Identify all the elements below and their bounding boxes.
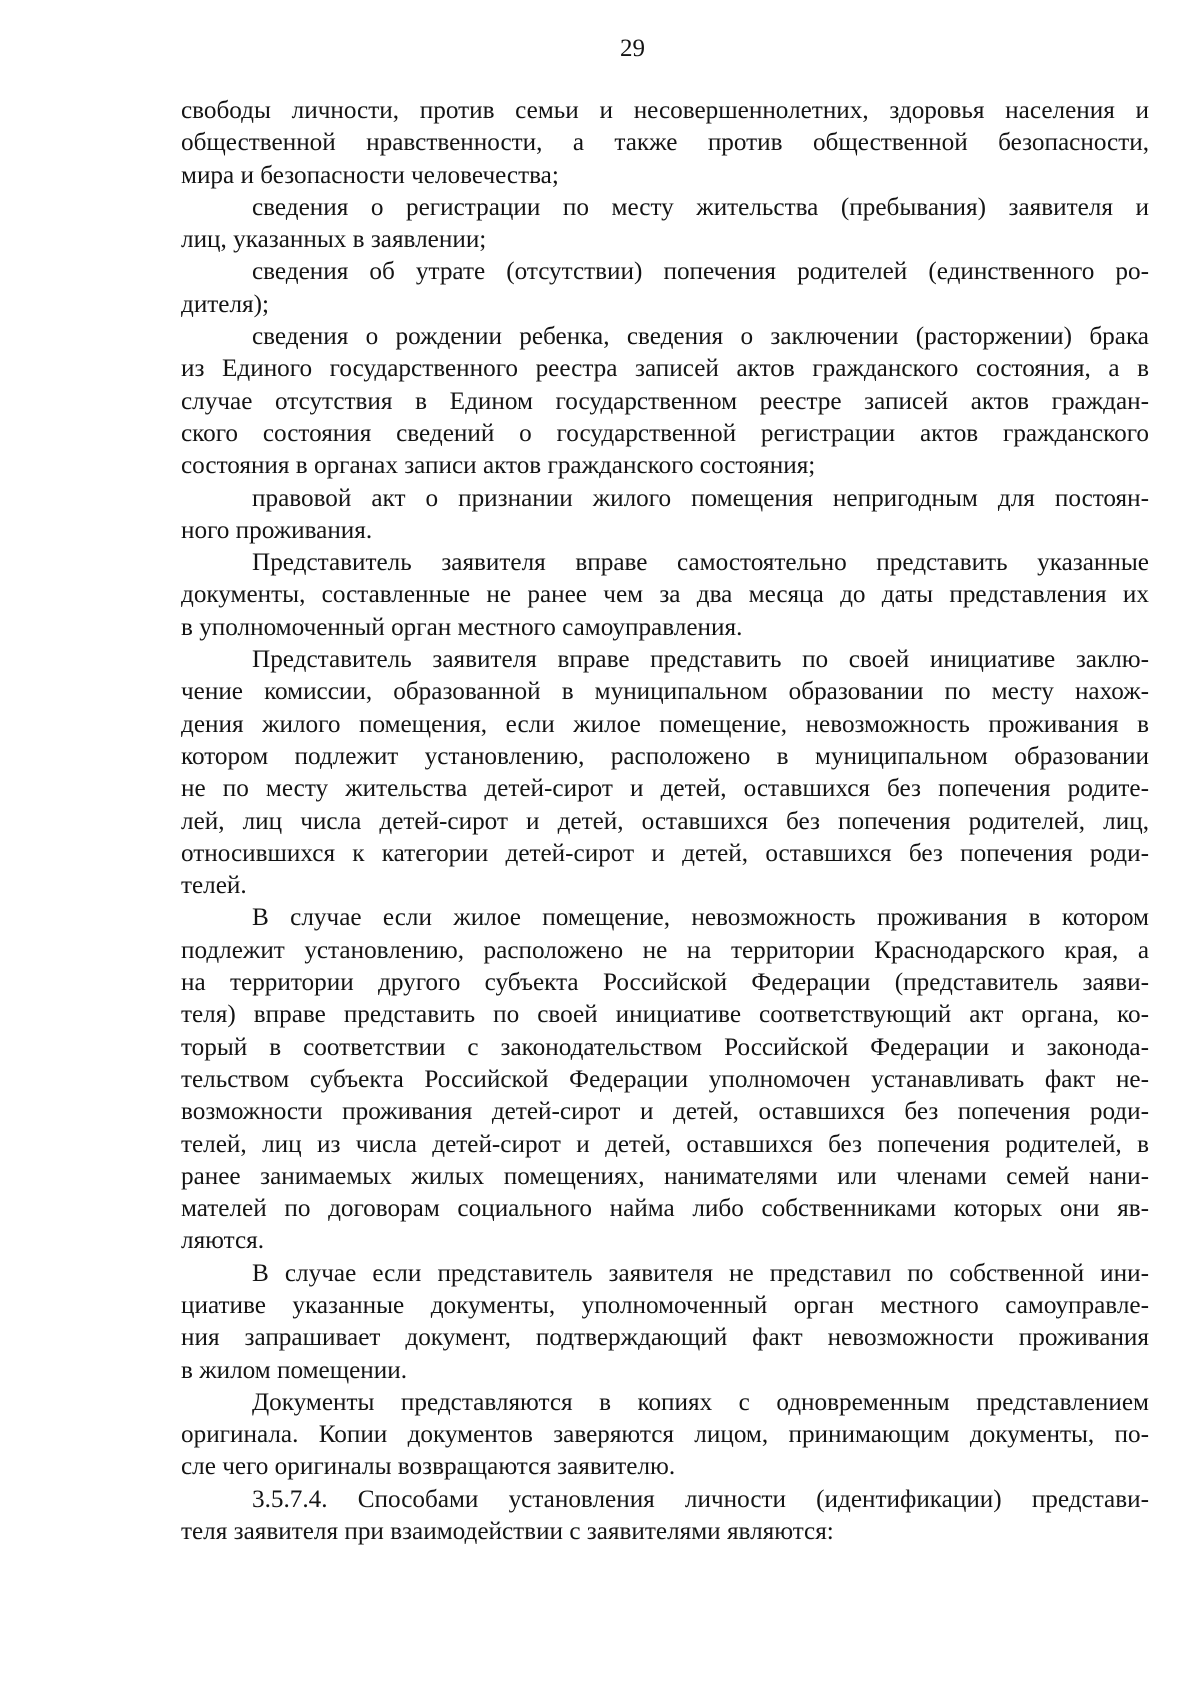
text-line: теля заявителя при взаимодействии с заявителями являются: — [181, 1518, 834, 1546]
document-body — [181, 95, 1149, 1548]
text-line: подлежит установлению, расположено не на территории Краснодарского края, а — [181, 936, 1149, 964]
text-line: из Единого государственного реестра записей актов гражданского состояния, а в — [181, 355, 1149, 383]
text-line: ранее занимаемых жилых помещениях, нанимателями или членами семей нани- — [181, 1162, 1149, 1190]
text-line: ского состояния сведений о государственной регистрации актов гражданского — [181, 419, 1149, 447]
text-line: правовой акт о признании жилого помещения непригодным для постоян- — [252, 484, 1149, 512]
text-line: телей, лиц из числа детей-сирот и детей, оставшихся без попечения родителей, в — [181, 1130, 1149, 1158]
text-line: на территории другого субъекта Российской Федерации (представитель заяви- — [181, 969, 1149, 997]
text-line: в уполномоченный орган местного самоуправления. — [181, 613, 743, 641]
text-line: мателей по договорам социального найма либо собственниками которых они яв- — [181, 1195, 1149, 1223]
text-line: в жилом помещении. — [181, 1356, 408, 1384]
text-line: свободы личности, против семьи и несовершеннолетних, здоровья населения и — [181, 97, 1149, 124]
text-line: В случае если жилое помещение, невозможность проживания в котором — [252, 904, 1149, 932]
text-line: случае отсутствия в Едином государственном реестре записей актов граждан- — [181, 387, 1149, 415]
text-line: относившихся к категории детей-сирот и детей, оставшихся без попечения роди- — [181, 839, 1149, 867]
text-line: ного проживания. — [181, 516, 373, 544]
text-line: возможности проживания детей-сирот и детей, оставшихся без попечения роди- — [181, 1098, 1149, 1126]
text-line: Документы представляются в копиях с одновременным представлением — [252, 1388, 1149, 1416]
text-line: циативе указанные документы, уполномоченный орган местного самоуправле- — [181, 1291, 1149, 1319]
text-line: ния запрашивает документ, подтверждающий факт невозможности проживания — [181, 1324, 1149, 1352]
text-line: дения жилого помещения, если жилое помещение, невозможность проживания в — [181, 710, 1149, 738]
text-line: торый в соответствии с законодательством Российской Федерации и законода- — [181, 1033, 1149, 1061]
text-line: В случае если представитель заявителя не представил по собственной ини- — [252, 1259, 1149, 1287]
text-line: общественной нравственности, а также против общественной безопасности, — [181, 129, 1149, 157]
text-line: сведения об утрате (отсутствии) попечения родителей (единственного ро- — [252, 258, 1149, 286]
text-line: сведения о рождении ребенка, сведения о заключении (расторжении) брака — [252, 323, 1149, 351]
text-line: лей, лиц числа детей-сирот и детей, оставшихся без попечения родителей, лиц, — [181, 807, 1149, 835]
text-line: лиц, указанных в заявлении; — [181, 226, 487, 254]
text-line: сле чего оригиналы возвращаются заявителю. — [181, 1453, 676, 1481]
text-line: теля) вправе представить по своей инициативе соответствующий акт органа, ко- — [181, 1001, 1149, 1029]
text-line: не по месту жительства детей-сирот и детей, оставшихся без попечения родите- — [181, 775, 1149, 803]
text-line: ляются. — [181, 1227, 265, 1255]
text-line: дителя); — [181, 290, 270, 318]
text-line: котором подлежит установлению, расположено в муниципальном образовании — [181, 742, 1149, 770]
text-line: мира и безопасности человечества; — [181, 161, 559, 189]
text-line: документы, составленные не ранее чем за два месяца до даты представления их — [181, 581, 1149, 609]
text-line: состояния в органах записи актов гражданского состояния; — [181, 452, 816, 480]
text-line: сведения о регистрации по месту жительства (пребывания) заявителя и — [252, 193, 1149, 221]
text-line: 3.5.7.4. Способами установления личности (идентификации) представи- — [252, 1485, 1149, 1513]
text-line: оригинала. Копии документов заверяются лицом, принимающим документы, по- — [181, 1421, 1149, 1449]
text-line: Представитель заявителя вправе самостоятельно представить указанные — [252, 549, 1149, 577]
text-line: чение комиссии, образованной в муниципальном образовании по месту нахож- — [181, 678, 1149, 706]
text-line: тельством субъекта Российской Федерации уполномочен устанавливать факт не- — [181, 1065, 1149, 1093]
page-number: 29 — [620, 35, 645, 62]
text-line: Представитель заявителя вправе представить по своей инициативе заклю- — [252, 646, 1149, 674]
text-line: телей. — [181, 872, 247, 900]
